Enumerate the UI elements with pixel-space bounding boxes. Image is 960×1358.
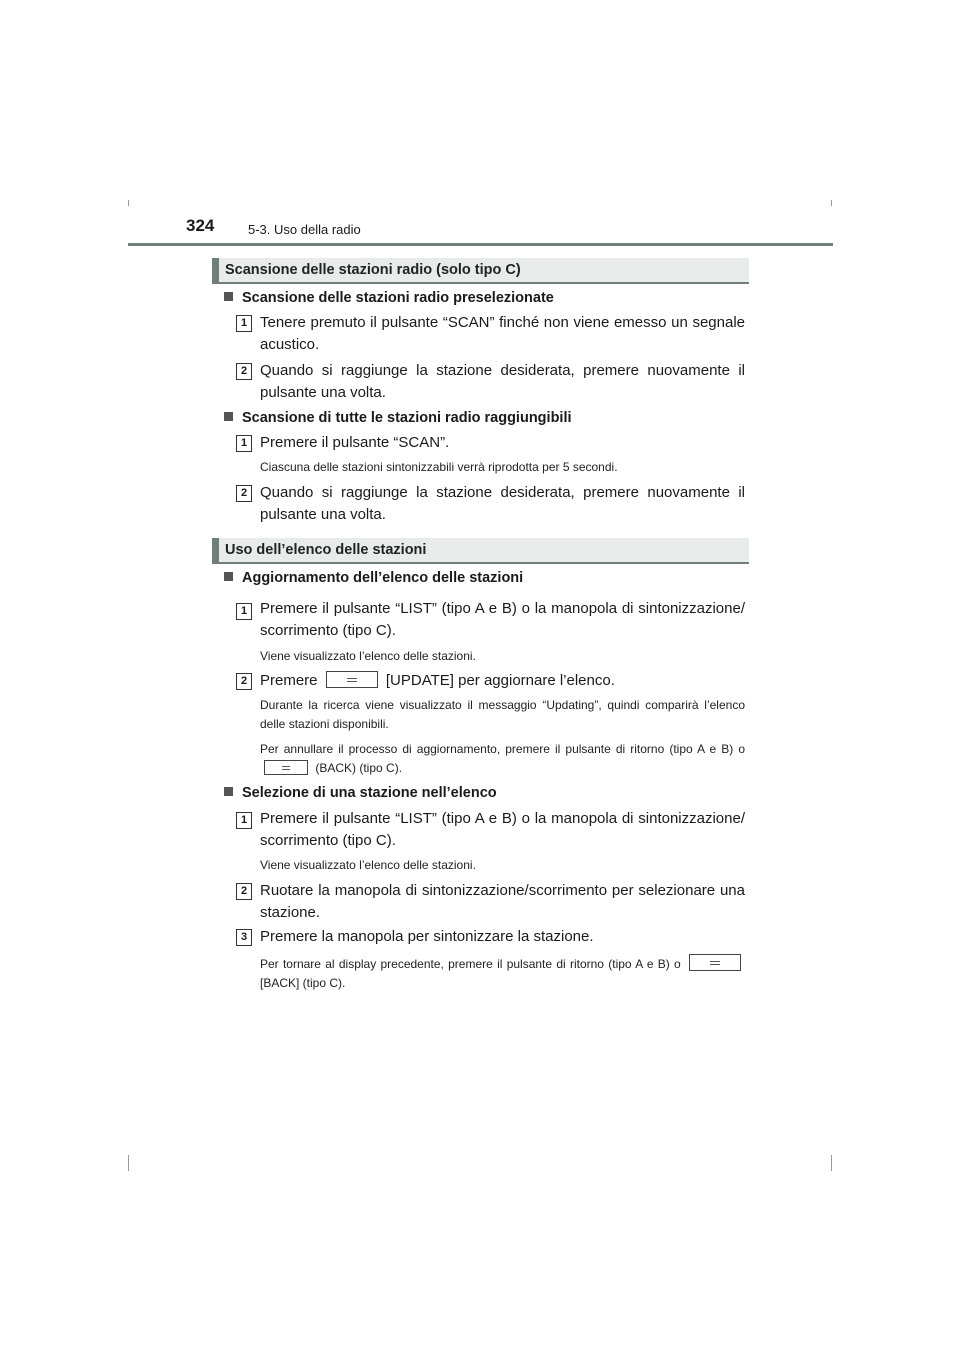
step-text: Ruotare la manopola di sintonizzazione/scorrimento per selezionare una stazione. [260, 882, 745, 921]
subheading-preset-scan [224, 290, 554, 306]
subheading-update-list [224, 570, 523, 586]
subheading-text: Scansione delle stazioni radio preselezionate [242, 290, 554, 306]
subheading-text: Aggiornamento dell’elenco delle stazioni [242, 570, 524, 586]
step-note: Viene visualizzato l’elenco delle stazioni. [260, 858, 476, 872]
square-bullet-icon [224, 412, 233, 421]
subheading-all-scan [224, 410, 572, 426]
step-note: Ciascuna delle stazioni sintonizzabili verrà riprodotta per 5 secondi. [260, 460, 618, 474]
crop-mark [831, 1155, 832, 1171]
step-text: Quando si raggiunge la stazione desiderata, premere nuovamente il pulsante una volta. [260, 362, 745, 401]
page-number: 324 [186, 216, 215, 235]
screen-button-icon [264, 760, 308, 775]
section-heading-bar [212, 258, 219, 282]
note-text-post: (BACK) (tipo C). [315, 761, 403, 775]
step-note [260, 954, 745, 993]
step-note: Durante la ricerca viene visualizzato il messaggio “Updating”, quindi comparirà l’elenco delle stazioni disponibili. [260, 698, 745, 731]
square-bullet-icon [224, 572, 233, 581]
subheading-select-station [224, 785, 497, 801]
step-text: Premere la manopola per sintonizzare la stazione. [260, 928, 594, 945]
step-text-pre: Premere [260, 672, 318, 689]
step-number: 3 [236, 929, 252, 946]
chapter-title: 5-3. Uso della radio [248, 222, 361, 237]
step-number: 1 [236, 315, 252, 332]
step-text [260, 670, 745, 692]
note-text-post: [BACK] (tipo C). [260, 976, 346, 990]
section-heading-bar [212, 538, 219, 562]
step-note: Viene visualizzato l’elenco delle stazioni. [260, 649, 476, 663]
crop-mark [831, 200, 832, 206]
subheading-text: Scansione di tutte le stazioni radio raggiungibili [242, 410, 572, 426]
step-text: Premere il pulsante “LIST” (tipo A e B) o la manopola di sintonizzazione/ scorrimento (tipo C). [260, 810, 745, 849]
note-text-pre: Per tornare al display precedente, premere il pulsante di ritorno (tipo A e B) o [260, 957, 681, 971]
step-text: Premere il pulsante “SCAN”. [260, 434, 450, 451]
step-text: Quando si raggiunge la stazione desiderata, premere nuovamente il pulsante una volta. [260, 484, 745, 523]
header-divider [128, 243, 833, 246]
square-bullet-icon [224, 292, 233, 301]
section-heading-text: Uso dell’elenco delle stazioni [225, 542, 427, 558]
crop-mark [128, 1155, 129, 1171]
section-heading-text: Scansione delle stazioni radio (solo tipo C) [225, 262, 521, 278]
note-text-pre: Per annullare il processo di aggiornamento, premere il pulsante di ritorno (tipo A e B) o [260, 742, 745, 756]
step-number: 1 [236, 435, 252, 452]
step-number: 2 [236, 485, 252, 502]
square-bullet-icon [224, 787, 233, 796]
step-number: 2 [236, 673, 252, 690]
section-heading-station-list [212, 538, 749, 564]
screen-button-icon [689, 954, 741, 971]
step-text: Premere il pulsante “LIST” (tipo A e B) o la manopola di sintonizzazione/ scorrimento (tipo C). [260, 600, 745, 639]
step-number: 1 [236, 812, 252, 829]
step-text: Tenere premuto il pulsante “SCAN” finché non viene emesso un segnale acustico. [260, 314, 745, 353]
step-number: 2 [236, 363, 252, 380]
crop-mark [128, 200, 129, 206]
subheading-text: Selezione di una stazione nell’elenco [242, 785, 497, 801]
step-number: 2 [236, 883, 252, 900]
screen-button-icon [326, 671, 378, 688]
step-text-post: [UPDATE] per aggiornare l’elenco. [385, 672, 615, 689]
step-number: 1 [236, 603, 252, 620]
step-note [260, 740, 745, 778]
section-heading-scan [212, 258, 749, 284]
